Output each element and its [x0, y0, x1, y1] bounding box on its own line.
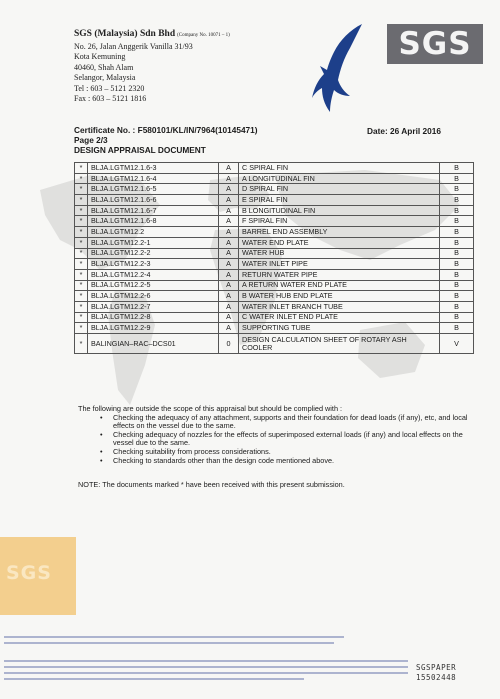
document-number: BLJA.LGTM12.2: [88, 227, 219, 238]
revision: A: [219, 205, 239, 216]
revision: A: [219, 173, 239, 184]
scope-exclusions: [78, 405, 476, 465]
document-title: D SPIRAL FIN: [239, 184, 440, 195]
category: B: [440, 301, 474, 312]
table-row: [75, 301, 474, 312]
received-mark: *: [75, 280, 88, 291]
telephone-line: Tel : 603 – 5121 2320: [74, 83, 145, 93]
document-number: BLJA.LGTM12.1.6-8: [88, 216, 219, 227]
document-number: BLJA.LGTM12.1.6-6: [88, 195, 219, 206]
revision: A: [219, 163, 239, 174]
document-number: BALINGIAN–RAC–DCS01: [88, 334, 219, 354]
fine-print-line: [4, 672, 408, 674]
category: B: [440, 227, 474, 238]
document-number: BLJA.LGTM12.2-8: [88, 312, 219, 323]
document-title: B LONGITUDINAL FIN: [239, 205, 440, 216]
table-row: [75, 280, 474, 291]
table-row: [75, 248, 474, 259]
table-row: [75, 184, 474, 195]
revision: 0: [219, 334, 239, 354]
document-number: BLJA.LGTM12.2-4: [88, 269, 219, 280]
category: B: [440, 280, 474, 291]
fax-line: Fax : 603 – 5121 1816: [74, 94, 147, 103]
received-mark: *: [75, 216, 88, 227]
table-row: [75, 312, 474, 323]
category: B: [440, 184, 474, 195]
category: B: [440, 237, 474, 248]
document-title: SUPPORTING TUBE: [239, 323, 440, 334]
revision: A: [219, 291, 239, 302]
address-line: No. 26, Jalan Anggerik Vanilla 31/93: [74, 41, 193, 51]
revision: A: [219, 195, 239, 206]
category: B: [440, 163, 474, 174]
category: B: [440, 248, 474, 259]
sgs-logo: SGS: [387, 24, 483, 64]
received-mark: *: [75, 237, 88, 248]
category: B: [440, 205, 474, 216]
received-mark: *: [75, 195, 88, 206]
fine-print-line: [4, 678, 304, 680]
certificate-date: Date: 26 April 2016: [367, 126, 441, 136]
documents-table: [74, 162, 474, 354]
table-row: [75, 195, 474, 206]
received-mark: *: [75, 301, 88, 312]
received-mark: *: [75, 312, 88, 323]
certificate-number: Certificate No. : F580101/KL/IN/7964(10145471): [74, 125, 258, 135]
fine-print-line: [4, 666, 408, 668]
category: B: [440, 195, 474, 206]
table-row: [75, 205, 474, 216]
revision: A: [219, 184, 239, 195]
sgs-paper-serial: [416, 663, 456, 682]
revision: A: [219, 237, 239, 248]
category: B: [440, 323, 474, 334]
revision: A: [219, 227, 239, 238]
document-number: BLJA.LGTM12.2-2: [88, 248, 219, 259]
company-name: SGS (Malaysia) Sdn Bhd: [74, 29, 176, 39]
company-address-block: [74, 29, 230, 105]
received-mark: *: [75, 227, 88, 238]
table-row: [75, 291, 474, 302]
document-title: C SPIRAL FIN: [239, 163, 440, 174]
footer-logo-text: SGS: [6, 562, 52, 584]
address-line: 40460, Shah Alam: [74, 62, 134, 72]
eagle-emblem-icon: [300, 22, 364, 114]
document-number: BLJA.LGTM12.1.6-4: [88, 173, 219, 184]
document-number: BLJA.LGTM12.1.6-5: [88, 184, 219, 195]
document-title: WATER END PLATE: [239, 237, 440, 248]
address-line: Kota Kemuning: [74, 52, 126, 61]
paper-number: 15502448: [416, 672, 457, 682]
address-line: Selangor, Malaysia: [74, 73, 136, 82]
revision: A: [219, 312, 239, 323]
company-reg-number: (Company No. 10071 – 1): [177, 33, 230, 38]
document-type: DESIGN APPRAISAL DOCUMENT: [74, 145, 206, 155]
fine-print-line: [4, 642, 334, 644]
revision: A: [219, 269, 239, 280]
category: B: [440, 173, 474, 184]
received-mark: *: [75, 334, 88, 354]
scope-item: • Checking suitability from process considerations.: [100, 448, 476, 457]
fine-print-line: [4, 636, 344, 638]
revision: A: [219, 216, 239, 227]
table-row: [75, 216, 474, 227]
scope-item: • Checking adequacy of nozzles for the effects of superimposed external loads (if any) and local effects on the vessel due to the same.: [100, 431, 476, 448]
document-title: C WATER INLET END PLATE: [239, 312, 440, 323]
document-number: BLJA.LGTM12.2-6: [88, 291, 219, 302]
document-number: BLJA.LGTM12.2-9: [88, 323, 219, 334]
scope-item: • Checking the adequacy of any attachment, supports and their foundation for dead loads (if any), etc, and local effects on the vessel due to the same.: [100, 414, 476, 431]
document-title: WATER INLET BRANCH TUBE: [239, 301, 440, 312]
document-number: BLJA.LGTM12.2-7: [88, 301, 219, 312]
category: V: [440, 334, 474, 354]
revision: A: [219, 301, 239, 312]
received-mark: *: [75, 269, 88, 280]
revision: A: [219, 259, 239, 270]
revision: A: [219, 248, 239, 259]
document-number: BLJA.LGTM12.1.6-7: [88, 205, 219, 216]
footer-sgs-logo: [0, 537, 76, 615]
certificate-header: [74, 125, 258, 155]
document-title: BARREL END ASSEMBLY: [239, 227, 440, 238]
table-row: [75, 259, 474, 270]
table-row: [75, 173, 474, 184]
submission-note: NOTE: The documents marked * have been received with this present submission.: [78, 480, 345, 489]
table-row: [75, 323, 474, 334]
document-number: BLJA.LGTM12.2-5: [88, 280, 219, 291]
document-number: BLJA.LGTM12.1.6-3: [88, 163, 219, 174]
received-mark: *: [75, 323, 88, 334]
category: B: [440, 216, 474, 227]
page-number: Page 2/3: [74, 135, 108, 145]
category: B: [440, 259, 474, 270]
document-title: A RETURN WATER END PLATE: [239, 280, 440, 291]
category: B: [440, 291, 474, 302]
revision: A: [219, 280, 239, 291]
paper-label: SGSPAPER: [416, 663, 457, 672]
document-title: B WATER HUB END PLATE: [239, 291, 440, 302]
received-mark: *: [75, 163, 88, 174]
scope-intro: The following are outside the scope of this appraisal but should be complied with :: [78, 404, 343, 413]
revision: A: [219, 323, 239, 334]
received-mark: *: [75, 173, 88, 184]
document-title: RETURN WATER PIPE: [239, 269, 440, 280]
received-mark: *: [75, 184, 88, 195]
document-title: A LONGITUDINAL FIN: [239, 173, 440, 184]
category: B: [440, 312, 474, 323]
table-row: [75, 334, 474, 354]
scope-item: • Checking to standards other than the design code mentioned above.: [100, 457, 476, 466]
received-mark: *: [75, 291, 88, 302]
table-row: [75, 269, 474, 280]
received-mark: *: [75, 248, 88, 259]
table-row: [75, 227, 474, 238]
document-number: BLJA.LGTM12.2-1: [88, 237, 219, 248]
document-title: WATER INLET PIPE: [239, 259, 440, 270]
fine-print-line: [4, 660, 408, 662]
received-mark: *: [75, 205, 88, 216]
scope-list: [100, 414, 476, 466]
received-mark: *: [75, 259, 88, 270]
category: B: [440, 269, 474, 280]
document-title: E SPIRAL FIN: [239, 195, 440, 206]
document-title: F SPIRAL FIN: [239, 216, 440, 227]
document-title: DESIGN CALCULATION SHEET OF ROTARY ASH COOLER: [239, 334, 440, 354]
document-title: WATER HUB: [239, 248, 440, 259]
document-number: BLJA.LGTM12.2-3: [88, 259, 219, 270]
table-row: [75, 237, 474, 248]
table-row: [75, 163, 474, 174]
